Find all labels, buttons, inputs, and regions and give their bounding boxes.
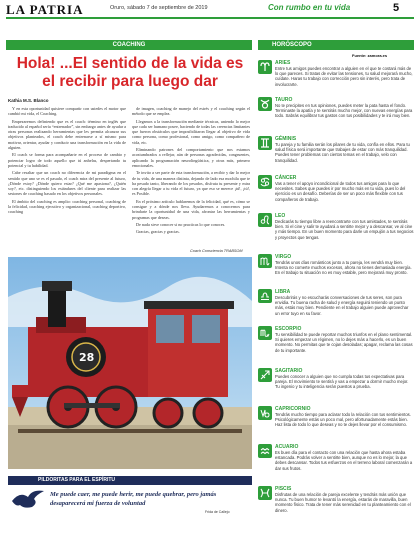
sign-name: SAGITARIO [275,368,303,374]
horoscope-sign-capricornio [258,406,414,442]
horoscope-source: Fuente: zamora.es [352,53,388,58]
scorpio-icon [258,326,272,340]
sign-name: ARIES [275,60,291,66]
sign-name: CAPRICORNIO [275,406,311,412]
horoscope-sign-aries [258,60,414,96]
horoscope-sign-acuario [258,444,414,480]
article-column-1 [8,106,126,217]
sign-name: ACUARIO [275,444,299,450]
article-byline: Kathia M.S. Blanco [8,98,49,103]
horoscope-tab-label: HORÓSCOPO [272,42,312,48]
dove-icon [10,487,46,516]
paragraph: El coach se forma para acompañarte en el proceso de cambio y potenciar logro de todo aquello que tú anhelas, despertando tu potencial y tu habilidad. [8,152,126,168]
sign-name: CÁNCER [275,175,297,181]
sign-name: VIRGO [275,254,292,260]
sagittarius-icon [258,368,272,382]
aquarius-icon [258,444,272,458]
horoscope-sign-sagitario [258,368,414,404]
section-tagline: Con rumbo en tu vida [268,3,351,12]
paragraph: Llegamos a la transformación mediante técnicas, uniendo lo mejor que cada ser humano posee, haciendo de todas las creencias limitantes que fueron obstáculos que imposibilitaron llegar al objetivo de vida como persona, como profesional, como amigo, como compañero de vida, etc. [132,118,250,145]
pilot-bar-label: PILDORITAS PARA EL ESPÍRITU [38,477,116,483]
sign-name: ESCORPIO [275,326,302,332]
paragraph: Empezaremos definiendo que es el coach: término en inglés que traducido al español sería “entrenador”, sin embargo antes de ayudar a otras personas realizando herramientas que les permita alcanzar sus objetivos planteados, el coach debe entrenarse a sí mismo para motivar, orientar, ayudar y conducir una transformación en la vida de alguien. [8,118,126,151]
horoscope-sign-leo [258,213,414,249]
libra-icon [258,289,272,303]
horoscope-sign-cancer [258,175,414,211]
quote-author: Frida de Callejo [205,510,230,514]
horoscope-sign-virgo [258,254,414,290]
sign-name: LEO [275,213,286,219]
paragraph: Te invito a ser parte de esta transformación, a recibir y dar lo mejor de tu vida, de una manera distinta, dejando de lado esa mochila que te ha pesado tanto, liberando de los pesados, disfruta tu presente y mira con alegría llegar a tu vida el futuro, ya que eso se merece ¡tú!, ¡tú!, es Posible. [132,170,250,197]
leo-icon [258,213,272,227]
paragraph: Cabe resaltar que un coach no diferencia de mi paradigma en el sentido que uno se es el pasado, el coach mira del presente al futuro, ¿Dónde estoy? ¿Dónde quiero estar? ¿Qué me apasiona?, ¿Quién soy?, etc. distinguiendo los estándares del cliente para realizar las sesiones de coaching basado en los objetivos personales. [8,170,126,197]
horoscope-section-tab [258,40,414,50]
masthead: LA PATRIA [6,2,84,17]
dateline: Oruro, sábado 7 de septiembre de 2019 [110,5,208,11]
horoscope-sign-piscis [258,486,414,526]
paragraph: de imagen, coaching de manejo del estrés y el coaching según el método que se emplea. [132,106,250,117]
sign-text: Puedes conocer a alguien que no cumpla todas tus expectativas para pareja. El movimiento te sentirá y vas a empezar a dormir mucho mejor. Tu ingenio y tu inteligencia serán puestos a prueba. [275,374,409,390]
train-photo [8,257,252,469]
header-rule [6,17,414,19]
sign-text: Descubrirás y no escucharás conversaciones de tus seres, son pura envidia. Tu buena racha de salud y energía seguirá teniendo un punto más, estás muy bien. Pendiente en el trabajo alguien puede aprovechar un error tuyo en su favor. [275,295,409,316]
article-signature: Coach Consciencia TRABSOM [190,249,243,253]
article-headline: Hola! ...El sentido de la vida es el recibir para luego dar [16,55,244,90]
svg-text:28: 28 [79,351,95,364]
gemini-icon [258,136,272,150]
paragraph: Y en esta oportunidad quisiere compartir con ustedes el motor que cambió mi vida, el Coaching. [8,106,126,117]
article-column-2 [132,106,250,237]
horoscope-sign-tauro [258,97,414,133]
sign-text: Dedicarás tu tiempo libre a reencontrarte con tus amistades, te sentirás bien. Si el cine y salir te ayudará a sentirte mejor y a descansar, ve al cine y más tiempo. En un buen momento para darle un empujón a tus negocios y proyectos que tengas. [275,219,414,240]
paragraph: Eliminando patrones del comportamiento que nos estamos acostumbrados a reflejar, aún de personas agradecidas, congruentes, aplicando la programación neurolingüística, y otras más, primero emocionales. [132,147,250,168]
taurus-icon [258,97,272,111]
virgo-icon [258,254,272,268]
sign-text: Tu sensibilidad te puede reportar muchos triunfos en el plano sentimental. Si quieres empezar un régimen, no lo dejes más a hacerlo, es un buen momento. No permitas que te cojan desoladas; apagar, reclama las cosas de tu importante. [275,332,413,353]
aries-icon [258,60,272,74]
pilot-quote: Me puede caer, me puede herir, me puede quebrar, pero jamás desaparecerá mi fuerza de voluntad [50,491,217,507]
horoscope-sign-libra [258,289,414,325]
sign-text: Entre tus amigos puedes encontrar a alguien en el que te costará más de lo que pareces. Si tratas de evitar las tensiones, tu salud mejorará mucho, cuídate. Haras tu trabajo con corrección pero sin interés, pero trata de involucrarte. [275,66,413,87]
sign-name: GÉMINIS [275,136,297,142]
sign-name: TAURO [275,97,293,103]
paragraph: En el próximo artículo hablaremos de la felicidad, qué es, cómo se consigue y a dónde nos lleva. Ayudaremos a conocernos para brindarte la oportunidad de una vida, afrontar las herramientas y programas que deseas. [132,198,250,220]
pisces-icon [258,486,272,500]
sign-name: LIBRA [275,289,291,295]
paragraph: El ámbito del coaching es amplio: coaching personal, coaching de la felicidad, coaching ejecutivo y organizacional, coaching deportivo, coaching [8,198,126,215]
sign-text: Es buen día para el contacto con una relación que hasta ahora estaba estancada. Podrás volver a sentirte bien, aunque no es lo mejor, la que debes descansar. Todos tus esfuerzos en el terreno laboral comenzarán a dar sus frutos. [275,450,413,471]
sign-text: No te precipites en tus opiniones, puedes meter la pata hasta el fondo. Terminaste la apatía y te sentirás mucho mejor, con nuevas energías para todo. Sabrás equilibrar tus gastos con tus posibilidades y te irá muy bien. [275,103,413,119]
sign-text: Disfrutas de una relación de pareja excelente y tendrás más unión que nunca. Tu buen humor te levantó la energía, estarás de maravilla, buen momento físico. Trata de tener más serenidad en tu planteamiento con el dinero. [275,492,411,513]
sign-text: Tendrás unos días románticos junto a tu pareja, les vendrá muy bien. Intenta no comerte muchos excesos, ahora no tienes demasiada energía. En el trabajo tu situación no es muy estable, pero mejorará muy pronto. [275,260,412,276]
paragraph: De nada sirve conocer si no practicas lo que conoces. [136,221,226,227]
paragraph: Gracias, gracias y gracias. [136,229,180,235]
pilot-section-bar [8,476,252,485]
sign-text: Tu pareja y tu familia serán los pilares de tu vida, confía en ellos. Para tu salud física será importante que trabajes de estar con más tranquilidad. Puedes tener problemas con ciertos temas en el trabajo, velo con tranquilidad. [275,142,410,163]
coaching-section-tab [6,40,252,50]
coaching-tab-label: COACHING [112,42,146,48]
capricorn-icon [258,406,272,420]
horoscope-sign-escorpio [258,326,414,362]
horoscope-sign-geminis [258,136,414,172]
page-number: 5 [393,2,400,14]
sign-name: PISCIS [275,486,292,492]
sign-text: Vas a tener el apoyo incondicional de todos tus amigos para lo que necesites. Sabes que puedes ir por mucho más en tu vida, pues lo del ejercicio es un desafío. Deberías de ser un poco más flexible con tus compañeros de trabajo. [275,181,406,202]
sign-text: Tendrás mucho tiempo para aclarar todo la relación con tus sentimientos. Psicológicamente estás un poco mal, pero afortunadamente estás bien. Haz lista de todo lo que deseas y no te dejes llevar por el consumismo. [275,412,411,428]
cancer-icon [258,175,272,189]
